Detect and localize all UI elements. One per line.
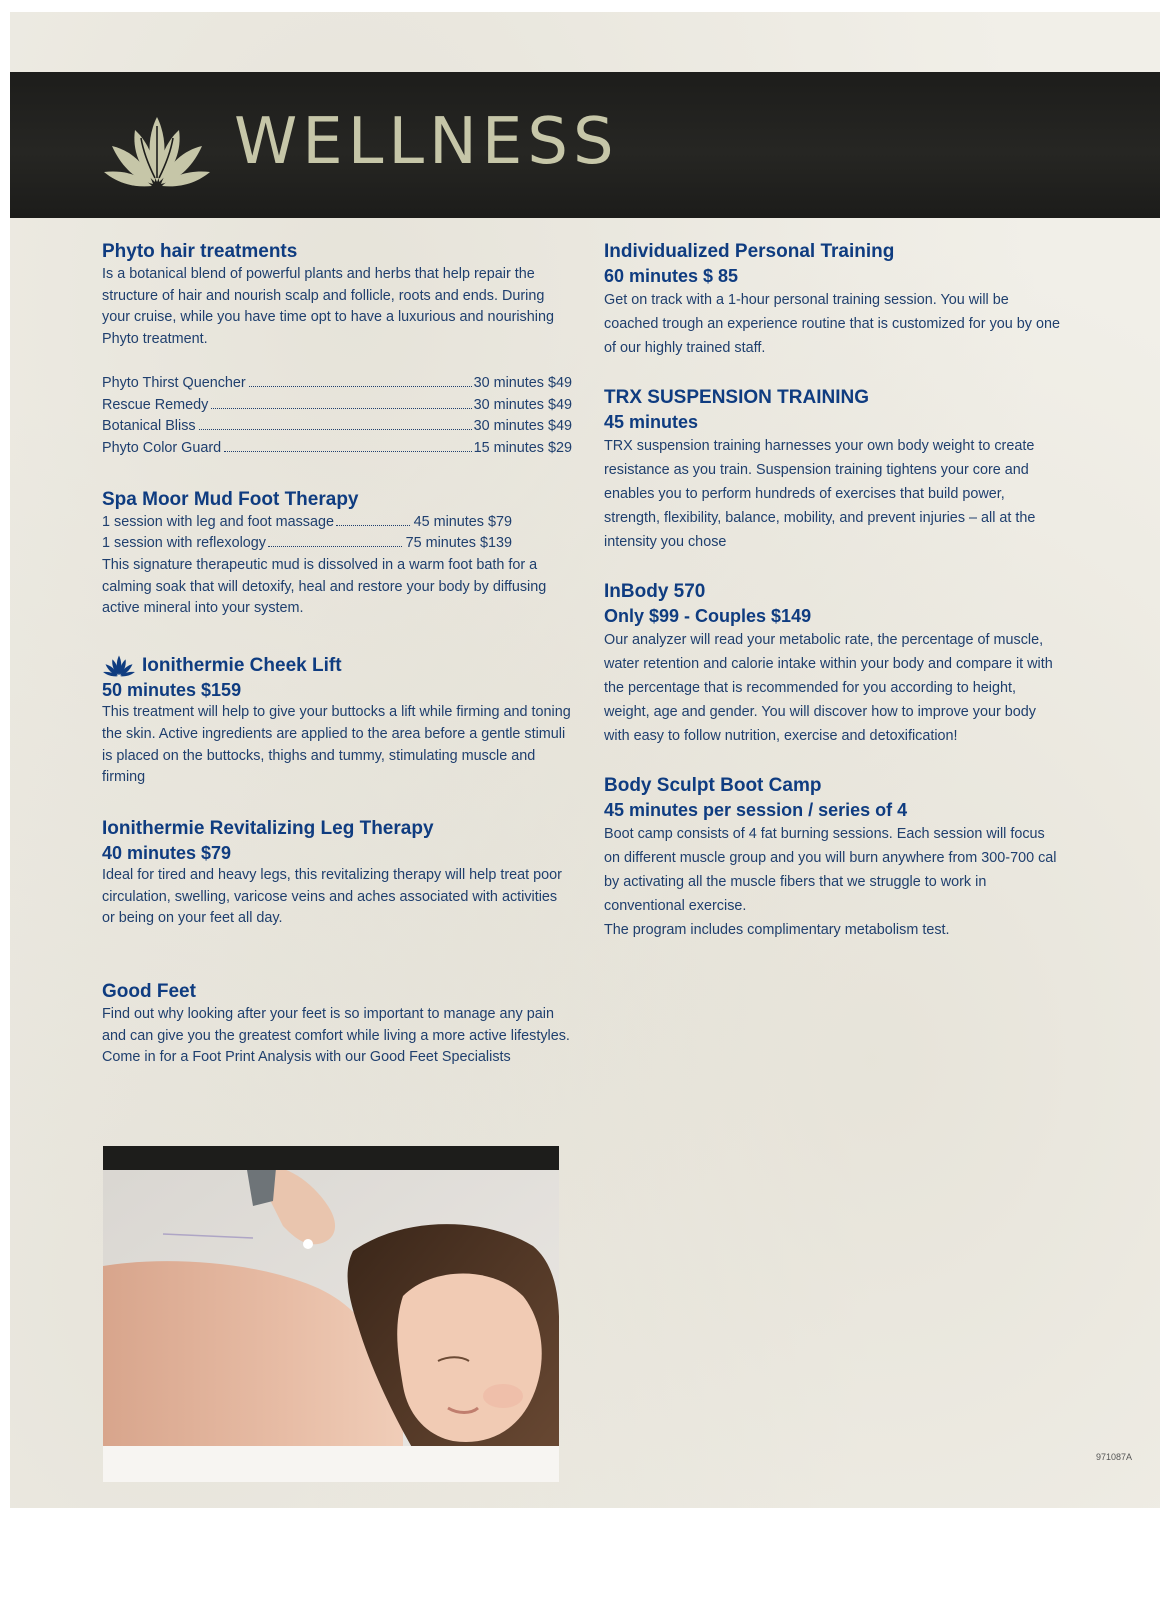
pt-subtitle: 60 minutes $ 85 <box>604 266 739 286</box>
treatment-price: 30 minutes $49 <box>473 374 572 391</box>
page-title: WELLNESS <box>234 105 619 179</box>
leg-description: Ideal for tired and heavy legs, this revitalizing therapy will help treat poor circulation, swelling, varicose veins and aches associated with activities or being on your feet all day. <box>102 866 562 927</box>
dot-leader <box>268 546 402 547</box>
treatment-name: Phyto Thirst Quencher <box>102 374 246 391</box>
left-column <box>102 240 572 1069</box>
pt-description: Get on track with a 1-hour personal training session. You will be coached trough an experience routine that is customized for you by one of our highly trained staff. <box>604 292 1060 356</box>
document-code: 971087A <box>1096 1452 1133 1462</box>
phyto-price-list <box>102 373 572 460</box>
price-row <box>102 416 572 438</box>
trx-title: TRX SUSPENSION TRAINING <box>604 387 869 408</box>
dot-leader <box>211 408 471 409</box>
inbody-title: InBody 570 <box>604 581 706 602</box>
bootcamp-description: Boot camp consists of 4 fat burning sessions. Each session will focus on different muscle group and you will burn anywhere from 300-700 cal by activating all the muscle fibers that we struggle to work in conventional exercise. <box>604 826 1057 914</box>
spa-photo-illustration <box>103 1146 559 1482</box>
trx-section <box>604 386 1064 554</box>
bootcamp-subtitle: 45 minutes per session / series of 4 <box>604 800 908 820</box>
header-banner <box>10 72 1160 218</box>
dot-leader <box>199 429 472 430</box>
price-row <box>102 533 512 555</box>
dot-leader <box>224 451 471 452</box>
pt-section <box>604 240 1064 360</box>
treatment-name: 1 session with leg and foot massage <box>102 513 334 530</box>
inbody-section <box>604 580 1064 748</box>
leg-section <box>102 817 572 930</box>
leg-title: Ionithermie Revitalizing Leg Therapy <box>102 817 434 839</box>
lotus-icon <box>102 654 136 678</box>
mud-description: This signature therapeutic mud is dissolved in a warm foot bath for a calming soak that will detoxify, heal and restore your body by diffusing active mineral into your system. <box>102 557 547 617</box>
photo-top-bar <box>103 1146 559 1170</box>
cheek-subtitle: 50 minutes $159 <box>102 680 242 701</box>
trx-description: TRX suspension training harnesses your own body weight to create resistance as you train. Suspension training tightens your core and enables you to perform hundreds of exercises that build power, strength, flexibility, balance, mobility, and prevent injuries – all at the intensity you chose <box>604 438 1036 550</box>
treatment-name: Botanical Bliss <box>102 418 196 435</box>
cheek-description: This treatment will help to give your buttocks a lift while firming and toning the skin. Active ingredients are applied to the area before a gentle stimuli is placed on the buttocks, thighs and tummy, stimulating muscle and firming <box>102 704 571 786</box>
mud-title: Spa Moor Mud Foot Therapy <box>102 488 359 510</box>
treatment-price: 30 minutes $49 <box>473 396 572 413</box>
bootcamp-title: Body Sculpt Boot Camp <box>604 775 822 796</box>
feet-cta: Come in for a Foot Print Analysis with our Good Feet Specialists <box>102 1049 511 1066</box>
trx-subtitle: 45 minutes <box>604 412 699 432</box>
phyto-section <box>102 240 572 460</box>
mud-section <box>102 488 572 621</box>
treatment-name: Rescue Remedy <box>102 396 209 413</box>
dot-leader <box>336 525 410 526</box>
price-row <box>102 373 572 395</box>
price-row <box>102 512 512 534</box>
phyto-description: Is a botanical blend of powerful plants and herbs that help repair the structure of hair and nourish scalp and follicle, roots and ends. During your cruise, while you have time opt to have a luxurious and nourishing Phyto treatment. <box>102 266 554 348</box>
bootcamp-note: The program includes complimentary metabolism test. <box>604 922 950 938</box>
price-row <box>102 395 572 417</box>
dot-leader <box>249 386 472 387</box>
page-sheet <box>10 12 1160 1508</box>
leg-subtitle: 40 minutes $79 <box>102 842 232 863</box>
phyto-title: Phyto hair treatments <box>102 241 298 262</box>
feet-description: Find out why looking after your feet is so important to manage any pain and can give you the greatest comfort while living a more active lifestyles. <box>102 1006 570 1044</box>
inbody-subtitle: Only $99 - Couples $149 <box>604 606 812 626</box>
treatment-price: 15 minutes $29 <box>473 439 572 456</box>
treatment-price: 75 minutes $139 <box>405 535 512 552</box>
inbody-description: Our analyzer will read your metabolic rate, the percentage of muscle, water retention and calorie intake within your body and compare it with the percentage that is recommended for you according to height, weight, age and gender. You will discover how to improve your body with easy to follow nutrition, exercise and detoxification! <box>604 632 1053 744</box>
treatment-name: Phyto Color Guard <box>102 439 222 456</box>
feet-section <box>102 980 572 1069</box>
treatment-name: 1 session with reflexology <box>102 535 266 552</box>
bootcamp-section <box>604 774 1064 942</box>
pt-title: Individualized Personal Training <box>604 241 895 262</box>
price-row <box>102 438 572 460</box>
cheek-section <box>102 654 572 789</box>
treatment-price: 30 minutes $49 <box>473 418 572 435</box>
cheek-title-row <box>102 654 572 678</box>
lotus-icon <box>102 112 212 192</box>
treatment-price: 45 minutes $79 <box>413 513 512 530</box>
spa-treatment-photo <box>103 1146 559 1482</box>
cheek-title: Ionithermie Cheek Lift <box>142 655 342 677</box>
right-column <box>604 240 1064 942</box>
feet-title: Good Feet <box>102 981 196 1003</box>
